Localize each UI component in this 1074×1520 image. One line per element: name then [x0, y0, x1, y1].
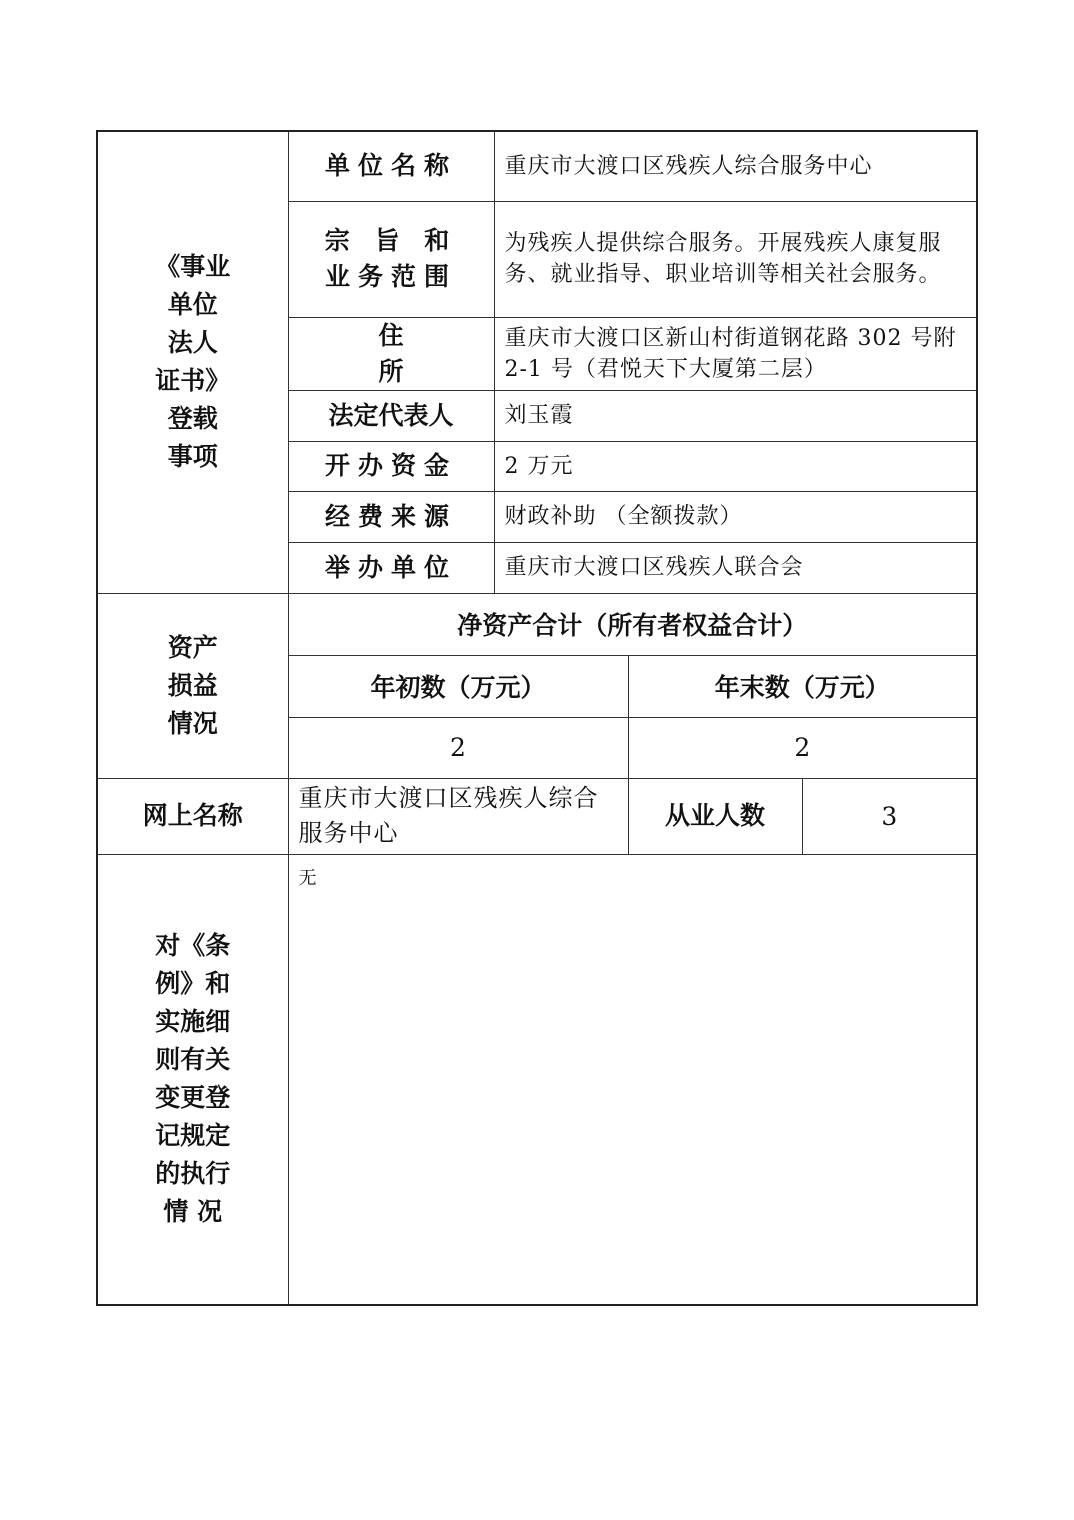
staff-count-value: 3	[802, 778, 977, 854]
address-value: 重庆市大渡口区新山村街道钢花路 302 号附 2-1 号（君悦天下大厦第二层）	[494, 317, 977, 390]
net-assets-header: 净资产合计（所有者权益合计）	[288, 593, 977, 655]
capital-value: 2 万元	[494, 441, 977, 491]
legal-rep-value: 刘玉霞	[494, 390, 977, 441]
funding-value: 财政补助 （全额拨款）	[494, 491, 977, 542]
compliance-section-title: 对《条 例》和 实施细 则有关 变更登 记规定 的执行 情 况	[97, 854, 288, 1305]
staff-count-label: 从业人数	[628, 778, 802, 854]
purpose-label: 宗 旨 和 业务范围	[288, 201, 494, 317]
address-label: 住所	[288, 317, 494, 390]
begin-value: 2	[288, 717, 628, 778]
sponsor-label: 举办单位	[288, 542, 494, 593]
online-name-label: 网上名称	[97, 778, 288, 854]
end-label: 年末数（万元）	[628, 655, 977, 717]
end-value: 2	[628, 717, 977, 778]
purpose-value: 为残疾人提供综合服务。开展残疾人康复服务、就业指导、职业培训等相关社会服务。	[494, 201, 977, 317]
registration-table	[96, 130, 978, 1306]
capital-label: 开办资金	[288, 441, 494, 491]
begin-label: 年初数（万元）	[288, 655, 628, 717]
legal-rep-label: 法定代表人	[288, 390, 494, 441]
online-name-value: 重庆市大渡口区残疾人综合服务中心	[288, 778, 628, 854]
registration-section-title: 《事业 单位 法人 证书》 登载 事项	[97, 131, 288, 593]
compliance-value: 无	[288, 854, 977, 1305]
sponsor-value: 重庆市大渡口区残疾人联合会	[494, 542, 977, 593]
funding-label: 经费来源	[288, 491, 494, 542]
assets-section-title: 资产 损益 情况	[97, 593, 288, 778]
unit-name-label: 单位名称	[288, 131, 494, 201]
unit-name-value: 重庆市大渡口区残疾人综合服务中心	[494, 131, 977, 201]
